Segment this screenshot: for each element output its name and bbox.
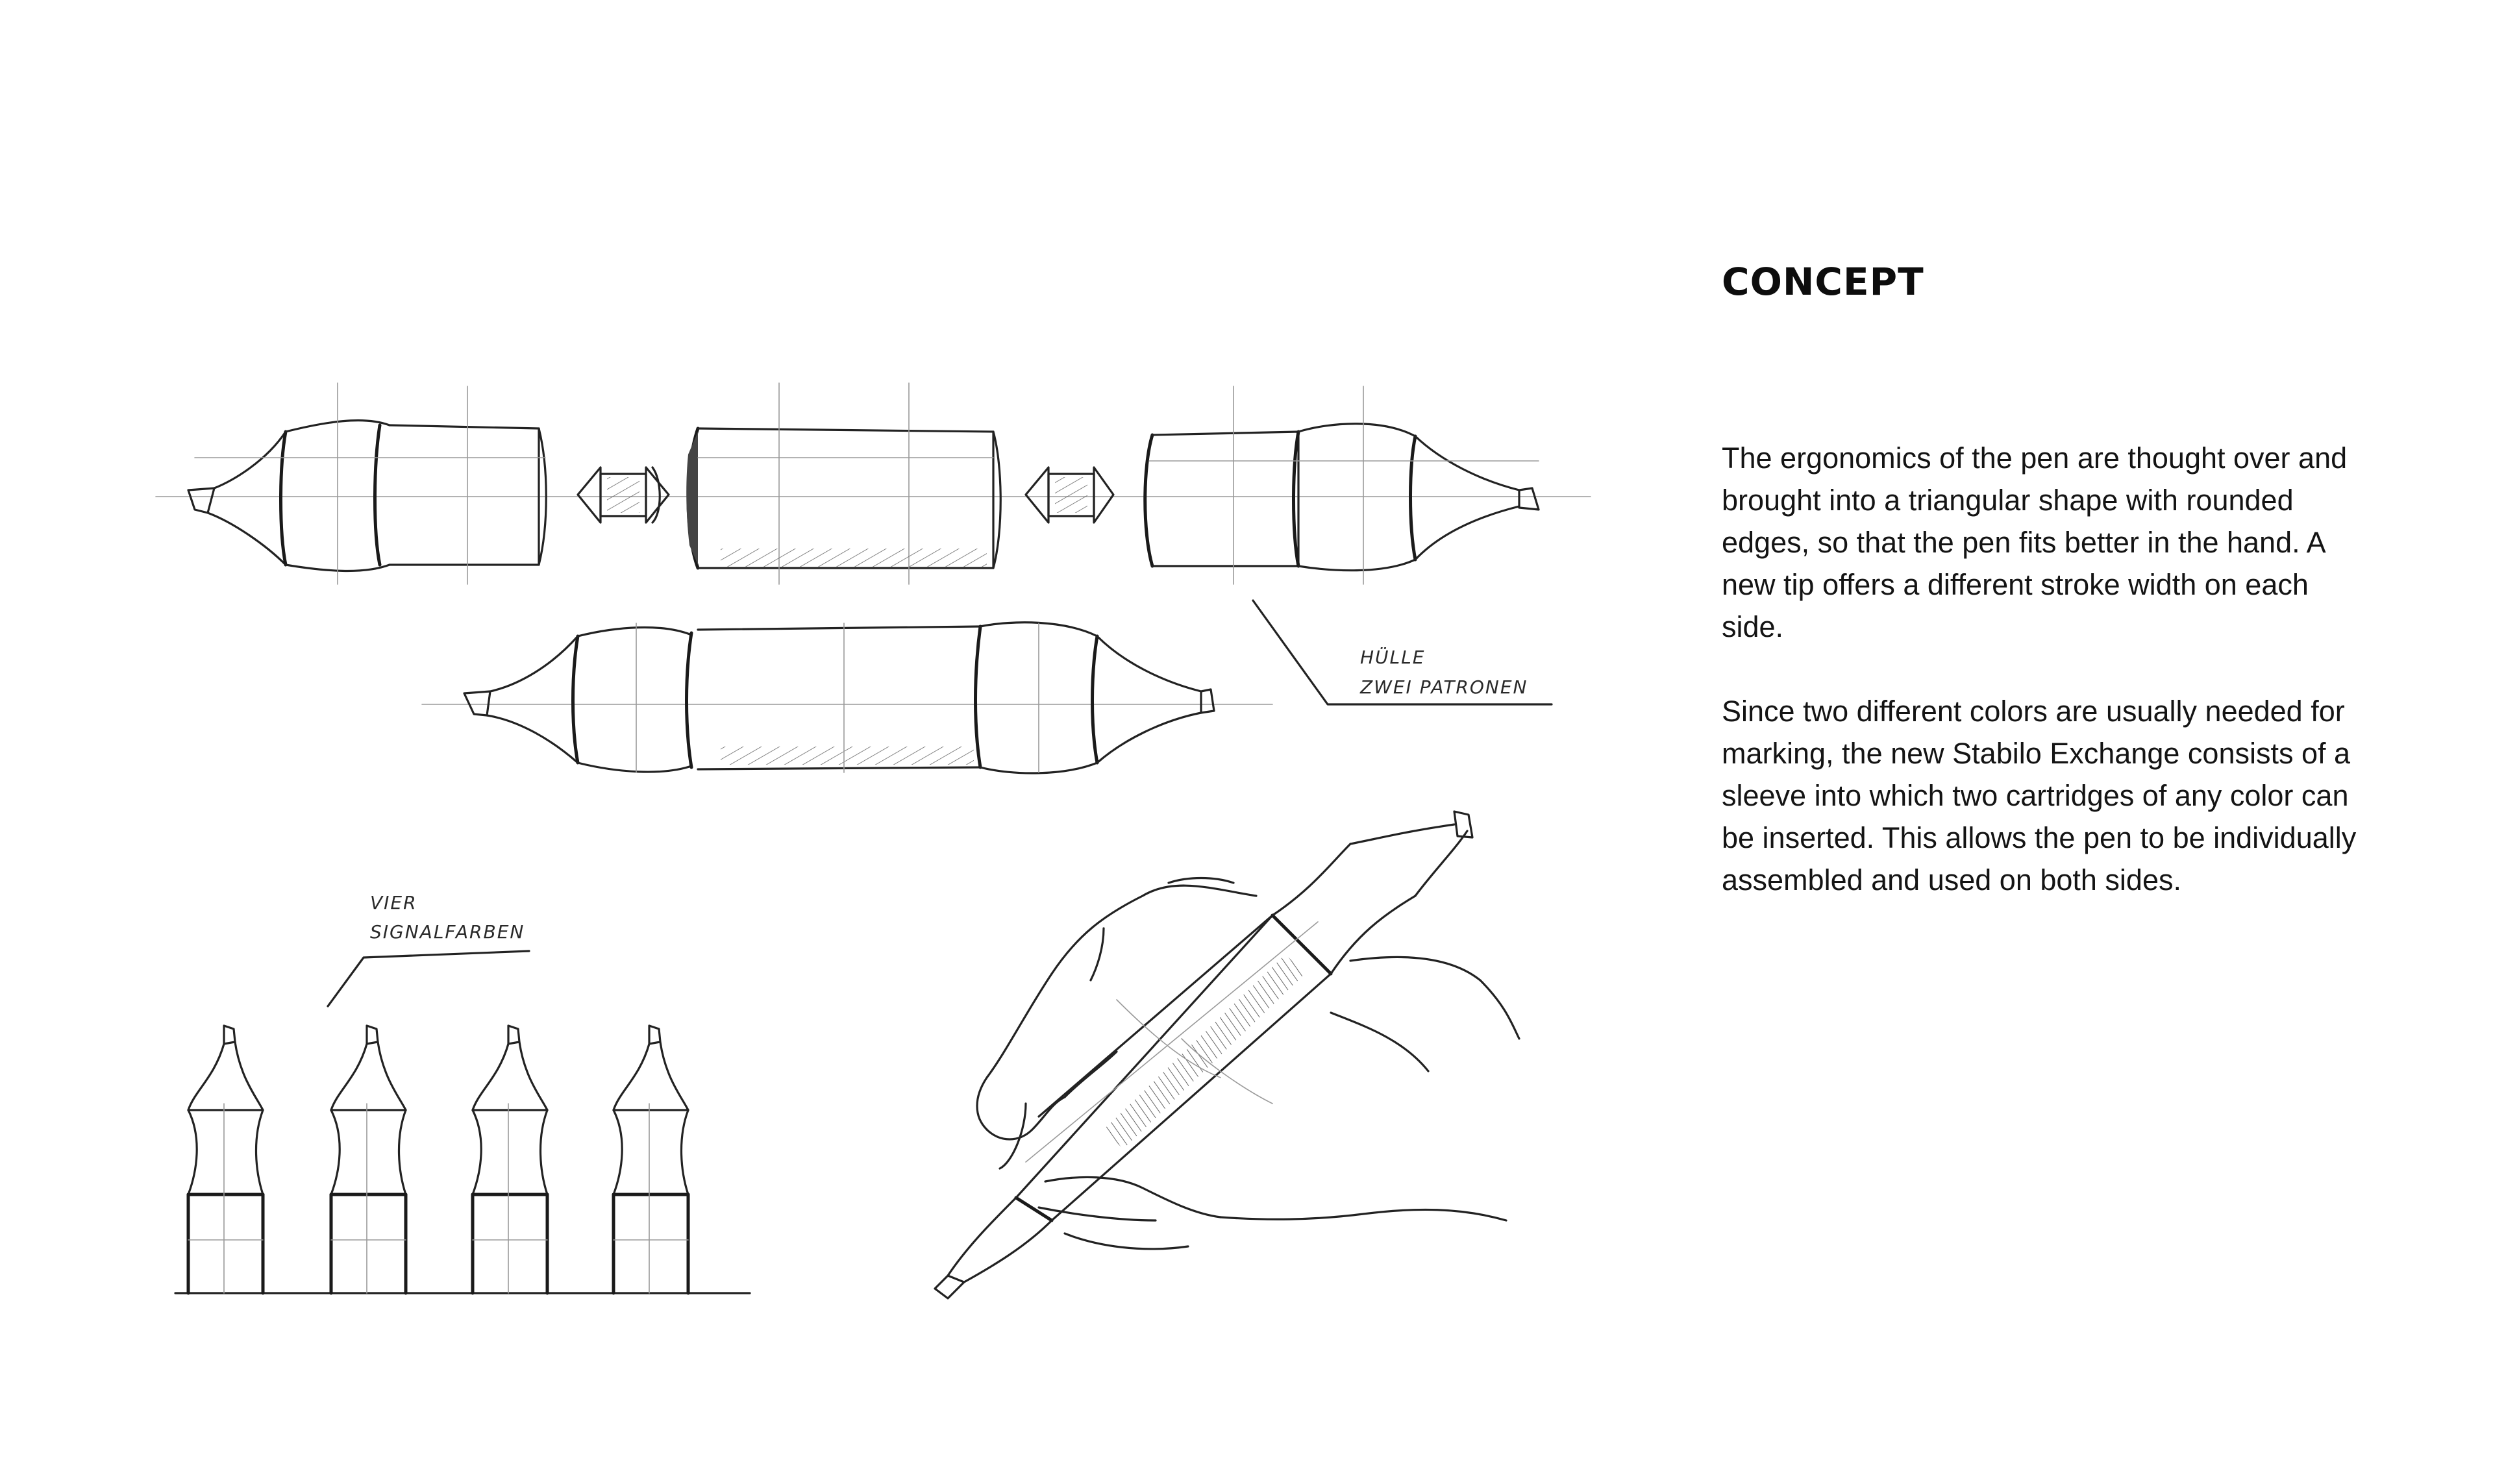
right-cartridge-sketch <box>1145 386 1539 584</box>
sleeve-note-line2: ZWEI PATRONEN <box>1360 676 1528 698</box>
colors-note-line2: SIGNALFARBEN <box>370 921 525 943</box>
colors-note-line1: VIER <box>370 892 417 913</box>
pen-head-4 <box>614 1026 688 1293</box>
color-annotation <box>328 892 529 1006</box>
sleeve-note-line1: HÜLLE <box>1360 647 1426 668</box>
sleeve-annotation <box>1253 600 1552 704</box>
assembled-pen-sketch <box>422 623 1272 773</box>
pen-head-1 <box>188 1026 263 1293</box>
four-pen-heads-sketch <box>175 1026 750 1293</box>
exploded-view-sketch <box>156 383 1591 584</box>
concept-paragraph-colors: Since two different colors are usually needed for marking, the new Stabilo Exchange consists of a sleeve into which two cartridges of any color can be inserted. This allows the pen to be individually assembled and used on both sides. <box>1722 695 2357 897</box>
concept-paragraph-ergonomics: The ergonomics of the pen are thought over and brought into a triangular shape with rounded edges, so that the pen fits better in the hand. A new tip offers a different stroke width on each side. <box>1722 441 2348 643</box>
left-connector-sketch <box>578 467 669 523</box>
right-connector-sketch <box>1026 467 1113 523</box>
pen-head-2 <box>331 1026 406 1293</box>
concept-title: CONCEPT <box>1722 260 1924 304</box>
central-sleeve-sketch <box>686 383 1000 584</box>
concept-text-panel <box>1722 260 2364 943</box>
pen-head-3 <box>473 1026 547 1293</box>
hand-holding-pen-sketch <box>935 811 1519 1298</box>
left-cartridge-sketch <box>188 383 546 584</box>
